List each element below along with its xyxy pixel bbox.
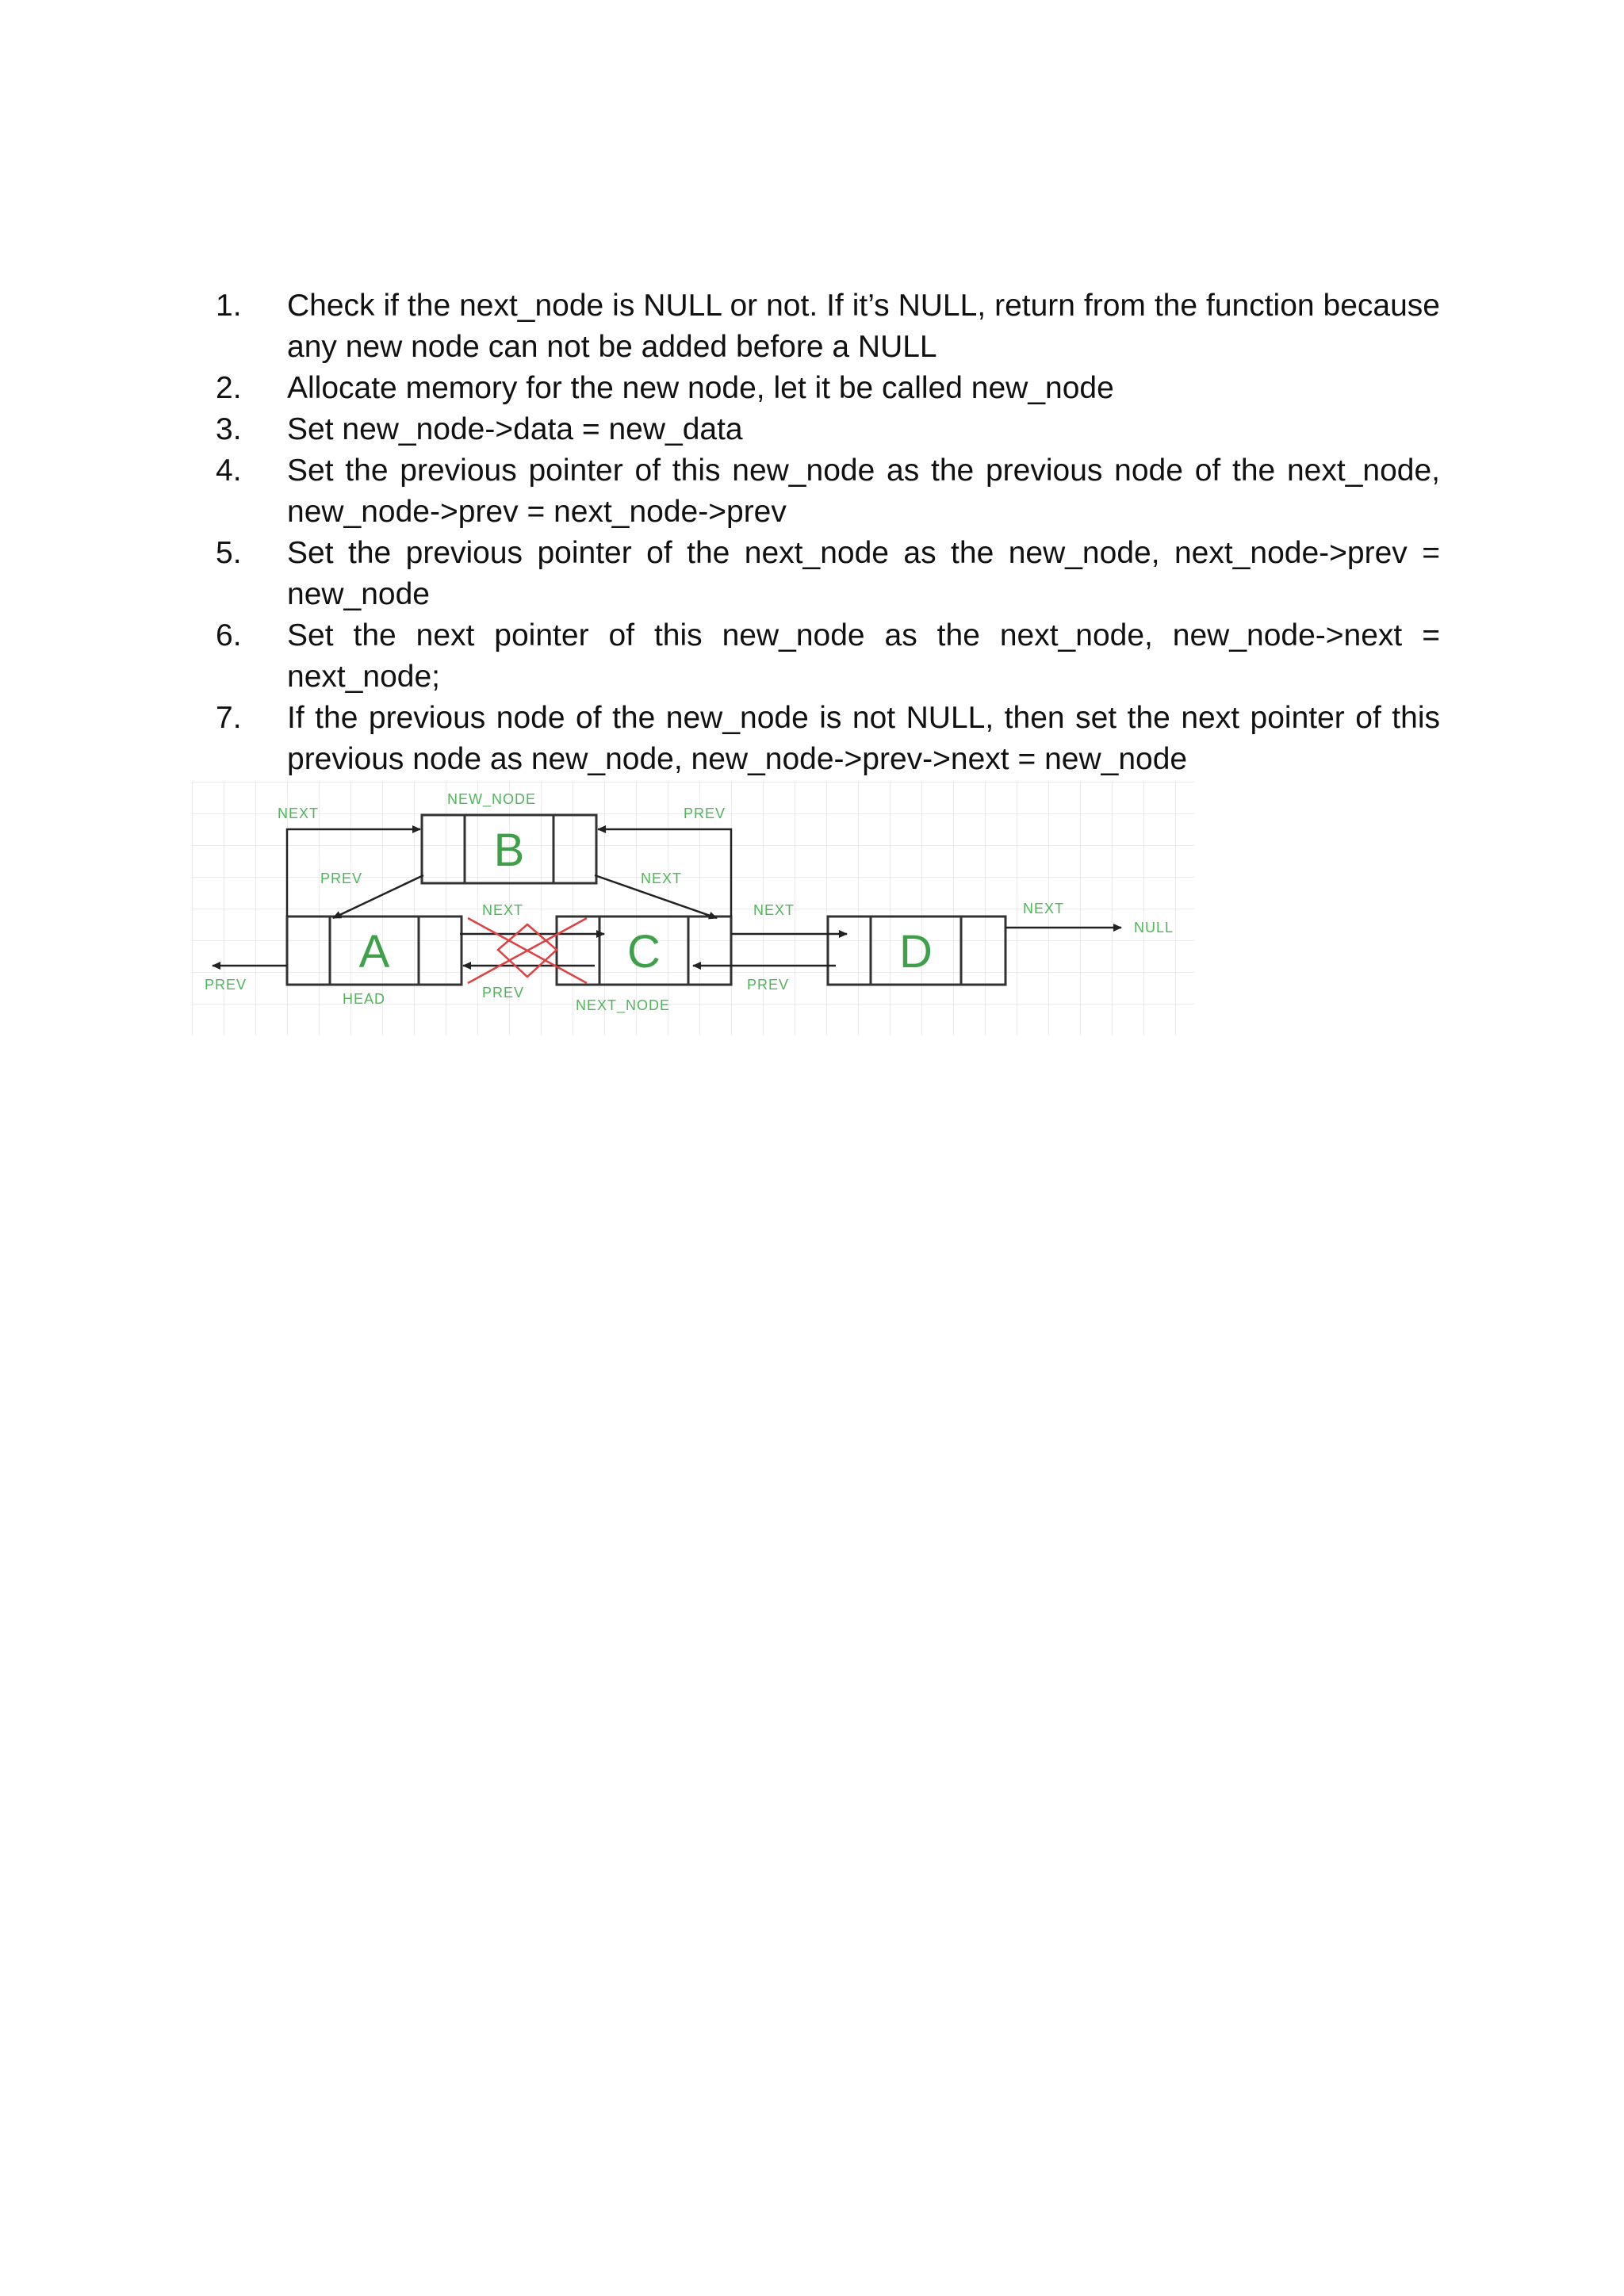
step-text: Set the next pointer of this new_node as the next_node, new_node->next = next_node; <box>287 618 1440 694</box>
label-next-node: NEXT_NODE <box>576 997 671 1013</box>
linked-list-diagram <box>192 782 1194 1035</box>
step-number: 6. <box>216 618 242 652</box>
node-c-letter: C <box>627 926 661 978</box>
label-head: HEAD <box>343 991 386 1007</box>
step-text: Set the previous pointer of this new_node as the previous node of the next_node, new_node->prev = next_node->prev <box>287 453 1440 529</box>
step-item <box>213 698 1440 780</box>
step-item <box>213 450 1440 533</box>
label-prev-left: PREV <box>205 977 247 993</box>
label-prev-b: PREV <box>320 871 363 886</box>
step-item <box>213 368 1440 409</box>
node-d-letter: D <box>899 926 933 978</box>
step-item <box>213 409 1440 450</box>
label-prev-cd: PREV <box>747 977 790 993</box>
diagram-svg <box>192 782 1194 1035</box>
label-next-top: NEXT <box>278 806 320 821</box>
step-item <box>213 615 1440 698</box>
label-next-ac: NEXT <box>482 902 524 918</box>
label-prev-ac: PREV <box>482 985 525 1001</box>
step-number: 5. <box>216 536 242 570</box>
step-number: 1. <box>216 289 242 323</box>
step-number: 3. <box>216 412 242 446</box>
step-text: Set new_node->data = new_data <box>287 412 743 446</box>
step-text: Check if the next_node is NULL or not. If it’s NULL, return from the function because any new node can not be added before a NULL <box>287 289 1440 364</box>
step-item <box>213 285 1440 368</box>
steps-list <box>213 285 1440 780</box>
label-next-cd: NEXT <box>753 902 795 918</box>
label-null: NULL <box>1134 920 1174 936</box>
step-item <box>213 533 1440 615</box>
step-text: Set the previous pointer of the next_node as the new_node, next_node->prev = new_node <box>287 536 1440 611</box>
step-text: If the previous node of the new_node is not NULL, then set the next pointer of this previous node as new_node, new_node->prev->next = new_node <box>287 701 1440 776</box>
label-next-d: NEXT <box>1023 901 1065 916</box>
label-new-node: NEW_NODE <box>447 791 537 807</box>
node-a-letter: A <box>358 926 390 978</box>
node-b-letter: B <box>493 825 525 876</box>
label-prev-top: PREV <box>684 806 726 821</box>
step-number: 7. <box>216 701 242 735</box>
label-next-b: NEXT <box>641 871 683 886</box>
step-number: 2. <box>216 371 242 405</box>
step-number: 4. <box>216 453 242 488</box>
step-text: Allocate memory for the new node, let it be called new_node <box>287 371 1114 405</box>
